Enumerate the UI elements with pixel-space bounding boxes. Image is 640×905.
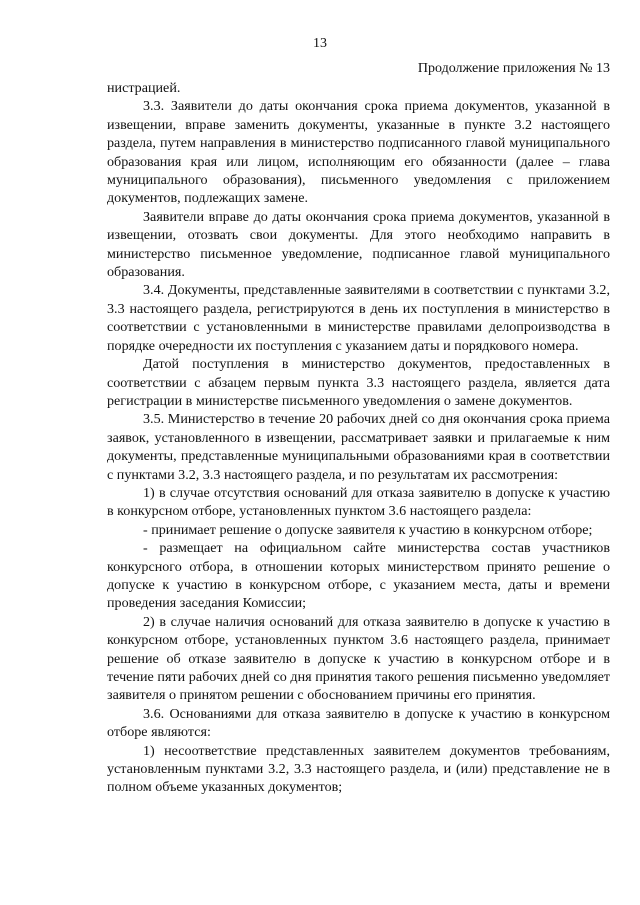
page-number: 13	[313, 36, 327, 51]
paragraph-3-5-item-2: 2) в случае наличия оснований для отказа заявителю в допуске к участию в конкурсном отборе, установленных пунктом 3.6 настоящего раздела, принимает решение об отказе заявителю в допуске к участию в конкурсном отборе и в течение пяти рабочих дней со дня принятия такого решения письменно уведомляет заявителя о принятом решении с обоснованием причины его принятия.	[107, 613, 610, 704]
paragraph-3-6: 3.6. Основаниями для отказа заявителю в допуске к участию в конкурсном отборе являются:	[107, 705, 610, 741]
paragraph-3-5-item-1-decision: - принимает решение о допуске заявителя к участию в конкурсном отборе;	[143, 521, 593, 538]
paragraph-3-4: 3.4. Документы, представленные заявителями в соответствии с пунктами 3.2, 3.3 настоящего раздела, регистрируются в день их поступления в министерство в соответствии с установленными в министерстве правилами делопроизводства в порядке очередности их поступления с указанием даты и порядкового номера.	[107, 282, 610, 354]
paragraph-continuation: нистрацией.	[107, 80, 181, 96]
paragraph-3-5: 3.5. Министерство в течение 20 рабочих дней со дня окончания срока приема заявок, установленного в извещении, рассматривает заявки и прилагаемые к ним документы, представленные муниципальными образованиями края в соответствии с пунктами 3.2, 3.3 настоящего раздела, и по результатам их рассмотрения:	[107, 411, 610, 483]
paragraph-3-6-item-1: 1) несоответствие представленных заявителем документов требованиям, установленным пунктами 3.2, 3.3 настоящего раздела, и (или) представление не в полном объеме указанных документов;	[107, 742, 610, 796]
document-body	[107, 79, 610, 797]
paragraph-3-3-withdrawal: Заявители вправе до даты окончания срока приема документов, указанной в извещении, отозвать свои документы. Для этого необходимо направить в министерство письменное уведомление, подписанное главой муниципального образования.	[107, 208, 610, 281]
paragraph-3-3: 3.3. Заявители до даты окончания срока приема документов, указанной в извещении, вправе заменить документы, указанные в пункте 3.2 настоящего раздела, путем направления в министерство подписанного главой муниципального образования края или лицом, исполняющим его обязанности (далее – глава муниципального образования), письменного уведомления с приложением документов, подлежащих замене.	[107, 98, 610, 207]
paragraph-3-5-item-1: 1) в случае отсутствия оснований для отказа заявителю в допуске к участию в конкурсном отборе, установленных пунктом 3.6 настоящего раздела:	[107, 484, 610, 520]
paragraph-3-5-item-1-publish: - размещает на официальном сайте министерства состав участников конкурсного отбора, в отношении которых министерством принято решение о допуске к участию в конкурсном отборе, с указанием места, даты и времени проведения заседания Комиссии;	[107, 540, 610, 612]
appendix-continuation-note: Продолжение приложения № 13	[417, 61, 610, 76]
paragraph-3-4-receipt-date: Датой поступления в министерство документов, предоставленных в соответствии с абзацем первым пункта 3.3 настоящего раздела, является дата регистрации в министерстве письменного уведомления о замене документов.	[107, 356, 610, 409]
